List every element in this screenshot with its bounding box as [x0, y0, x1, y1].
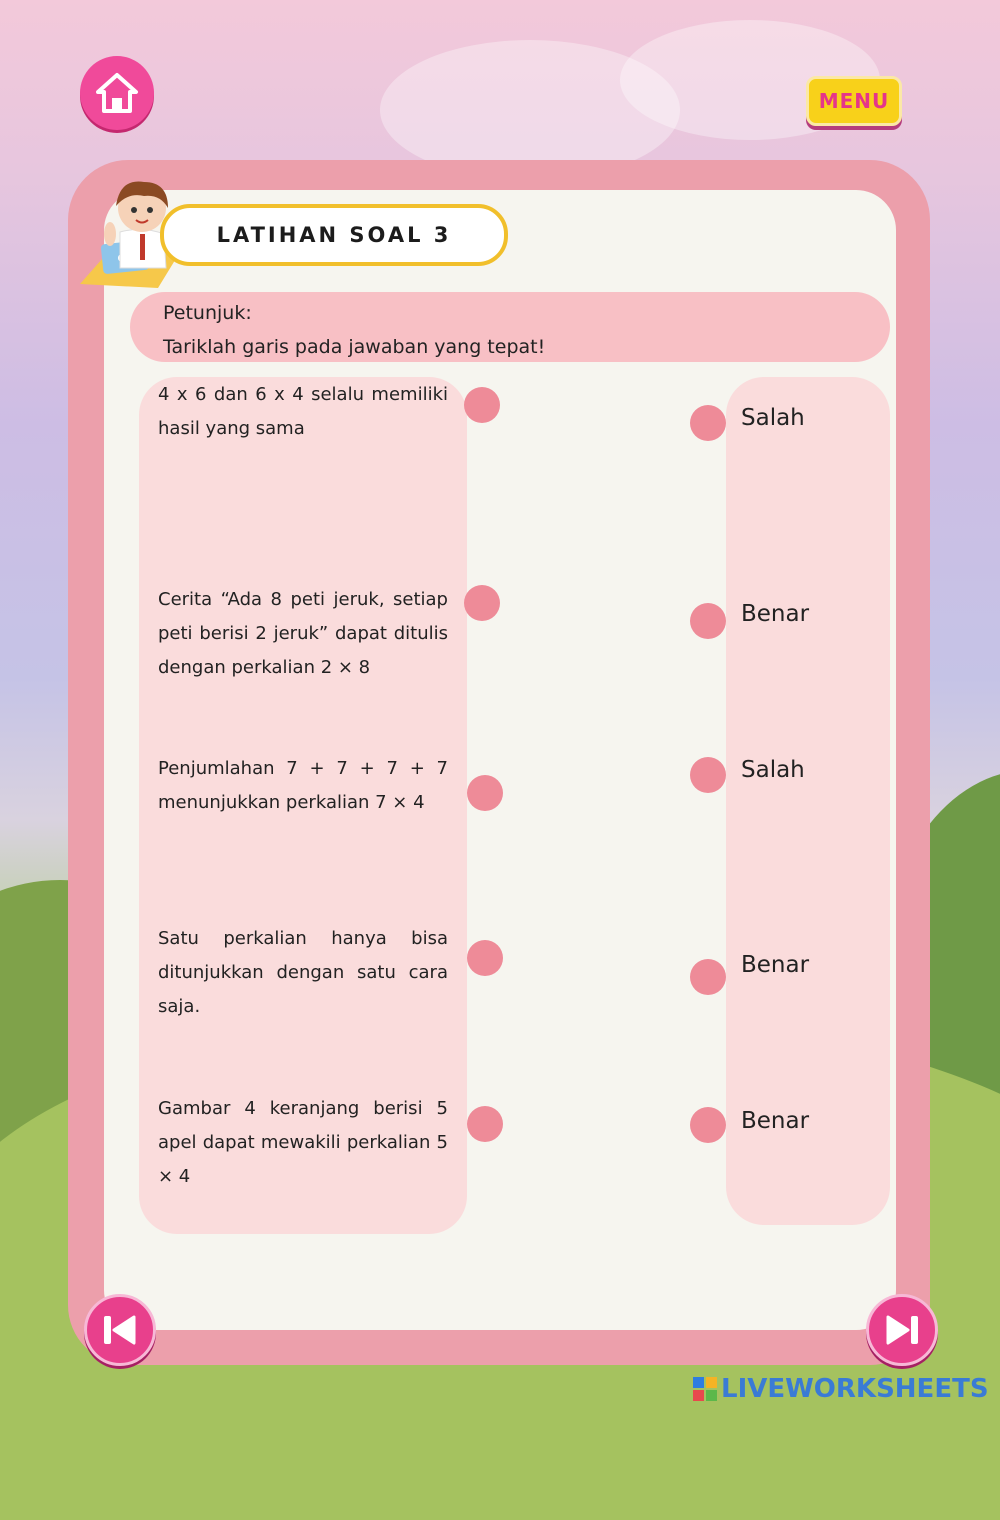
answer-5: Benar — [741, 1108, 810, 1134]
answer-1-connector[interactable] — [690, 405, 726, 441]
question-2: Cerita “Ada 8 peti jeruk, setiap peti berisi 2 jeruk” dapat ditulis dengan perkalian 2 × 8 — [158, 589, 448, 678]
question-4-connector[interactable] — [467, 940, 503, 976]
answers-panel — [726, 377, 890, 1225]
watermark-text: LIVEWORKSHEETS — [721, 1374, 989, 1404]
answer-1: Salah — [741, 405, 805, 431]
answer-2-connector[interactable] — [690, 603, 726, 639]
answer-3: Salah — [741, 757, 805, 783]
question-3-connector[interactable] — [467, 775, 503, 811]
skip-back-icon — [100, 1312, 140, 1348]
answer-3-connector[interactable] — [690, 757, 726, 793]
title-banner — [160, 204, 508, 266]
question-2-connector[interactable] — [464, 585, 500, 621]
liveworksheets-watermark — [693, 1374, 989, 1404]
question-5-connector[interactable] — [467, 1106, 503, 1142]
question-1: 4 x 6 dan 6 x 4 selalu memiliki hasil yang sama — [158, 384, 448, 439]
answer-4: Benar — [741, 952, 810, 978]
question-1-connector[interactable] — [464, 387, 500, 423]
page-title: LATIHAN SOAL 3 — [216, 223, 452, 247]
next-button[interactable] — [866, 1294, 938, 1366]
instruction-text: Tariklah garis pada jawaban yang tepat! — [163, 336, 546, 358]
menu-button[interactable] — [806, 76, 902, 126]
previous-button[interactable] — [84, 1294, 156, 1366]
answer-5-connector[interactable] — [690, 1107, 726, 1143]
instruction-heading: Petunjuk: — [163, 302, 252, 324]
liveworksheets-logo-icon — [693, 1377, 717, 1401]
answer-4-connector[interactable] — [690, 959, 726, 995]
instruction-box — [130, 292, 890, 362]
skip-forward-icon — [882, 1312, 922, 1348]
question-5: Gambar 4 keranjang berisi 5 apel dapat mewakili perkalian 5 × 4 — [158, 1098, 448, 1187]
question-3: Penjumlahan 7 + 7 + 7 + 7 menunjukkan perkalian 7 × 4 — [158, 758, 448, 813]
home-button[interactable] — [80, 56, 154, 130]
answer-2: Benar — [741, 601, 810, 627]
menu-label: MENU — [818, 89, 890, 113]
question-4: Satu perkalian hanya bisa ditunjukkan dengan satu cara saja. — [158, 928, 448, 1017]
home-icon — [94, 72, 140, 114]
